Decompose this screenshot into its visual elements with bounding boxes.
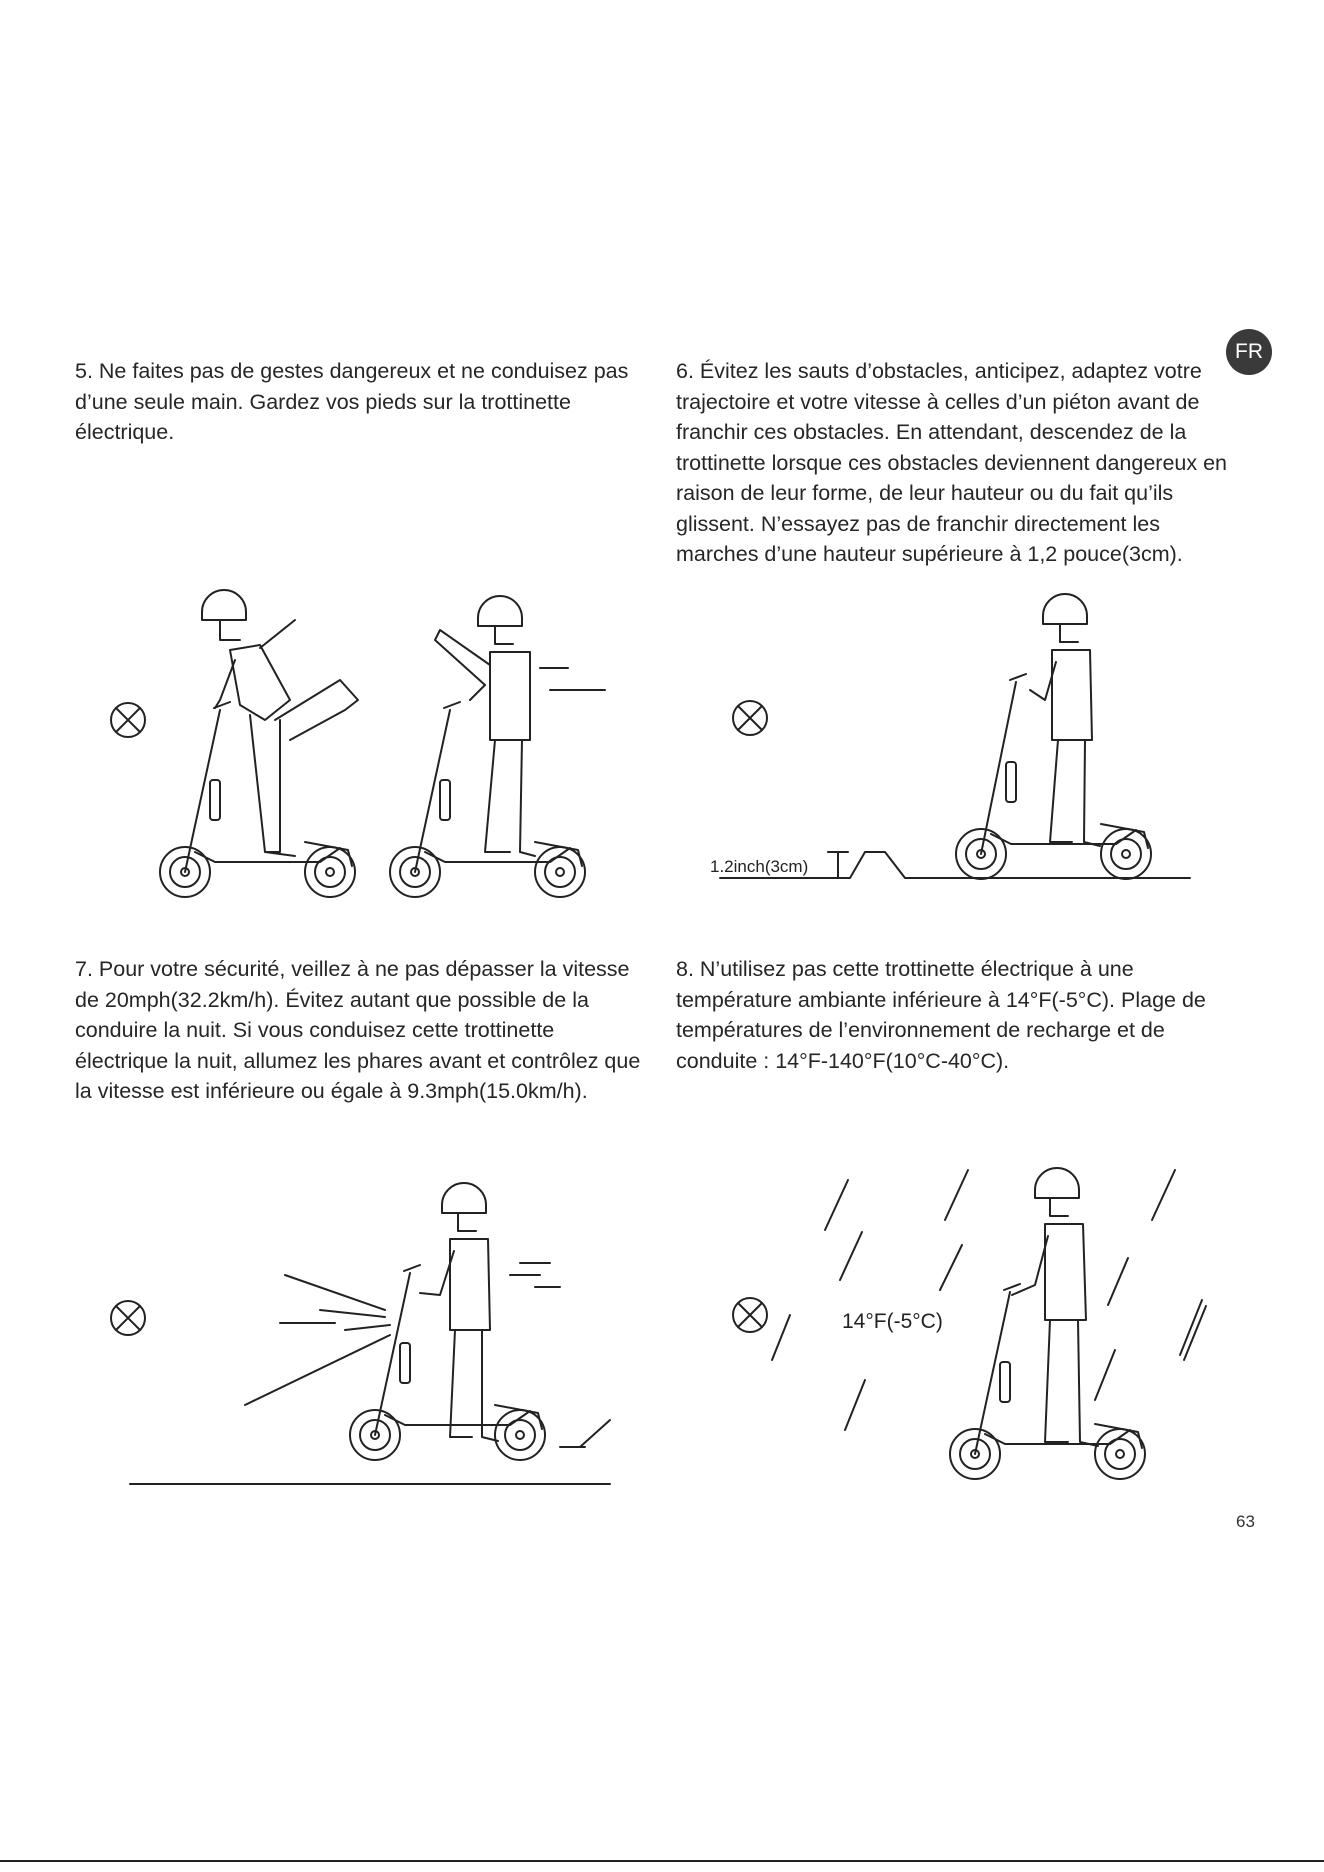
scooter-icon <box>160 702 355 897</box>
section-7-text: 7. Pour votre sécurité, veillez à ne pas dépasser la vitesse de 20mph(32.2km/h). Évitez autant que possible de la conduire la nuit. Si vous conduisez cette trottinette électrique la nuit, allumez les phares avant et contrôlez que la vitesse est inférieure ou égale à 9.3mph(15.0km/h). <box>75 957 641 1103</box>
illustration-obstacle <box>700 590 1200 910</box>
prohibited-icon <box>111 1301 145 1335</box>
page-number: 63 <box>1236 1512 1255 1531</box>
headlight-beam-icon <box>245 1275 390 1405</box>
section-5-text: 5. Ne faites pas de gestes dangereux et ne conduisez pas d’une seule main. Gardez vos pieds sur la trottinette électrique. <box>75 359 629 444</box>
rider-icon <box>202 590 358 856</box>
section-8-text: 8. N’utilisez pas cette trottinette électrique à une température ambiante inférieure à 14°F(-5°C). Plage de températures de l’environnement de recharge et de conduite : 14°F-140°F(10°C-40°C). <box>676 957 1206 1073</box>
illustration-night-riding <box>90 1175 650 1495</box>
bottom-rule <box>0 1860 1324 1862</box>
illustration-dangerous-riding <box>90 590 650 910</box>
rider-icon <box>1030 594 1100 846</box>
prohibited-icon <box>111 703 145 737</box>
rider-icon <box>420 1183 560 1441</box>
scooter-icon <box>956 674 1151 879</box>
rider-icon <box>1012 1168 1098 1446</box>
scooter-icon-2 <box>390 702 585 897</box>
rider-icon-2 <box>435 596 605 856</box>
language-badge: FR <box>1226 329 1272 375</box>
temperature-label: 14°F(-5°C) <box>842 1310 943 1333</box>
prohibited-icon <box>733 1298 767 1332</box>
section-6-text: 6. Évitez les sauts d’obstacles, anticipez, adaptez votre trajectoire et votre vitesse à celles d’un piéton avant de franchir ces obstacles. En attendant, descendez de la trottinette lorsque ces obstacles deviennent dangereux en raison de leur forme, de leur hauteur ou du fait qu’ils glissent. N’essayez pas de franchir directement les marches d’une hauteur supérieure à 1,2 pouce(3cm). <box>676 359 1228 566</box>
prohibited-icon <box>733 701 767 735</box>
scooter-icon <box>350 1265 545 1460</box>
illustration-cold-weather <box>700 1160 1240 1500</box>
obstacle-height-label: 1.2inch(3cm) <box>710 857 809 876</box>
